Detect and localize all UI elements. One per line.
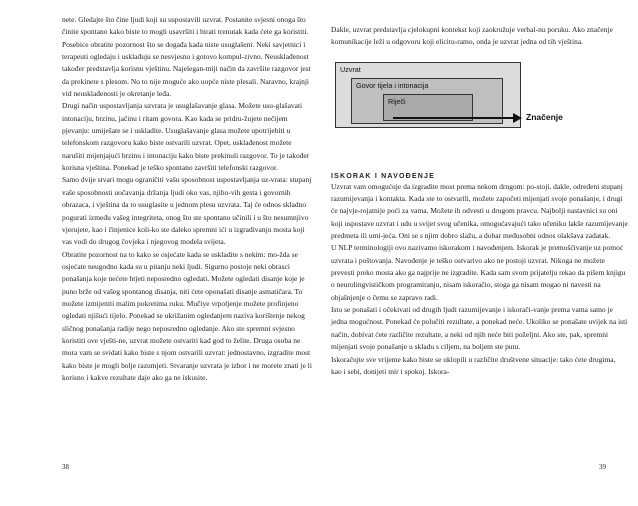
intro-paragraph: Dakle, uzvrat predstavlja cjelokupni kontekst koji zaokružuje verbal-nu poruku. Ako značenje komunikacije leži u odgovoru koji elicitu-ramo, onda je uzvrat jedna od tih vještina. [331,25,613,47]
right-paragraph: Isto se ponašati i očekivati od drugih ljudi razumijevanje i iskorači-vanje prema vama samo je jedna mogućnost. Ponekad će polučiti rezultate, a ponekad neće. Ukoliko se ponašate uvijek na isti način, dobivat ćete različite rezultate, a neki od njih neće biti poželjni. Ako ste, pak, spremni mijenjati svoje ponašanje u skladu s ciljem, na boljem ste putu. [331,305,628,352]
rapport-layer-label: Uzvrat [340,64,361,74]
body-language-layer-label: Govor tijela i intonacija [356,80,429,90]
arrow-line [393,117,513,119]
words-layer-label: Riječi [388,96,406,106]
left-paragraph: Drugi način uspostavljanja uzvrata je usuglašavanje glasa. Možete usu-glašavati intonaciju, brzinu, jačinu i ritam govora. Kao kada se pridru-žujete nečijem pjevanju: umiješate se i uskladite. Usuglašavanje glasa možete upotrijebiti u telefonskom razgovoru kako biste ostvarili uzvrat. Opet, usklađenost možete narušiti mijenjajući brzinu i intonaciju kako biste prekinuli razgovor. To je također korisna vještina. Ponekad je teško spontano završiti telefonski razgovor. [62,101,310,173]
meaning-label: Značenje [526,111,563,122]
left-paragraph: Posebice obratite pozornost što se događa kada niste usuglašeni. Neki savjetnici i terapeuti ogledaju i usklađuju se nesvjesno i gotovo kompul-zivno. Neusklađenost također predstavlja korisnu vještinu. Najelegan-tniji način da završite razgovor jest da prekinete s plesom. No to nije moguće ako uopće niste plesali. Naravno, krajnji vid neusklađenosti je okretanje leđa. [62,39,311,99]
page-number: 38 [62,463,69,471]
section-heading: ISKORAK I NAVOĐENJE [331,172,435,180]
communication-layers-figure [333,60,571,137]
page-number: 39 [599,463,606,471]
left-paragraph: nete. Gledajte što čine ljudi koji su uspostavili uzvrat. Postanite svjesni onoga što činite spontano kako biste to mogli usavršiti i birati trenutak kada ćete ga koristiti. [62,15,309,37]
right-paragraph: Iskoračujte sve vrijeme kako biste se uklopili u različite društvene situacije: tako ćete drugima, kao i sebi, donijeti mir i spokoj. Iskora- [331,354,616,376]
left-paragraph: Samo dvije stvari mogu ograničiti vašu sposobnost uspostavljanja uz-vrata: stupanj vaše sposobnosti uočavanja držanja ljudi oko vas, njiho-vih gesta i govornih obrazaca, i vještina da to usuglasite u jednom plesu uzvrata. Taj će odnos skladno pogurati između vašeg integriteta, onog što ste spontano učinili i u što nesumnjivo vjerujete, kao i činjenice koli-ko ste daleko spremni ići u izgradivanju mosta koji vas vodi do drugog čovjeka i njegovog modela svijeta. [62,175,312,247]
right-page [319,0,638,506]
right-paragraph: Uzvrat vam omogućuje da izgradite most prema nekom drugom: po-stoji, dakle, određeni stupanj razumijevanja i kontakta. Kada ste to ostvarili, možete započeti mijenjati svoje ponašanje, i drugi će najvje-rojatnije poći za vama. Možete ih odvesti u drugom pravcu. Najbolji nastavnici su oni koji uspostave uzvrat i udu u svijet svog učenika, omogućavajući tako učeniku lakše razumijevanje predmeta ili umi-jeća. Oni se s njim dobro slažu, a dobar međusobni odnos olakšava zadatak. [331,181,628,241]
right-paragraph: U NLP terminologiji ovo nazivamo iskorakom i navođenjem. Iskorak je premošćivanje uz pomoć uzvrata i poštovanja. Navođenje je teško ostvarivo ako ne postoji uzvrat. Nikoga ne možete prevesti preko mosta ako ga najprije ne izgradite. Kada sam svom prijatelju rekao da pišem knjigu o neurolingvističkom programiranju, nisam iskoračio, stoga ga nisam mogao ni navesti na objašnjenje o čemu se zapravo radi. [331,243,626,302]
arrow-head-icon [513,113,522,123]
left-paragraph: Obratite pozornost na to kako se osjećate kada se uskladite s nekim: mo-žda se osjećate neugodno kada su u pitanju neki ljudi. Sigurno postoje neki obrasci ponašanja koje nećete htjeti neposredno ogledati. Možete ogledati disanje koje je puno brže od vašeg spontanog disanja, niti ćete oponašati disanje asmatičara. To možete izmijeniti malim pokretima ruku. Mučiye vrpoljenje možete profinjeno ogledati njišući tijelo. Ponekad se ukrižanim ogledanjem naziva korištenje nekog sličnog ponašanja radije nego neposredno ogledanje. Ako ste spremni svjesno koristiti ove vješti-ne, uzvrat možete ostvariti kad god to želite. Druga osoba ne mora vam se svidati kako biste s njom ostvarili uzvrat: jednostavno, izgradite most kako biste je mogli bolje razumjeti. Stvaranje uzvrata je izbor i ne morete znati je li korisno i kakve rezultate daje ako ga ne iskusite. [62,249,312,382]
